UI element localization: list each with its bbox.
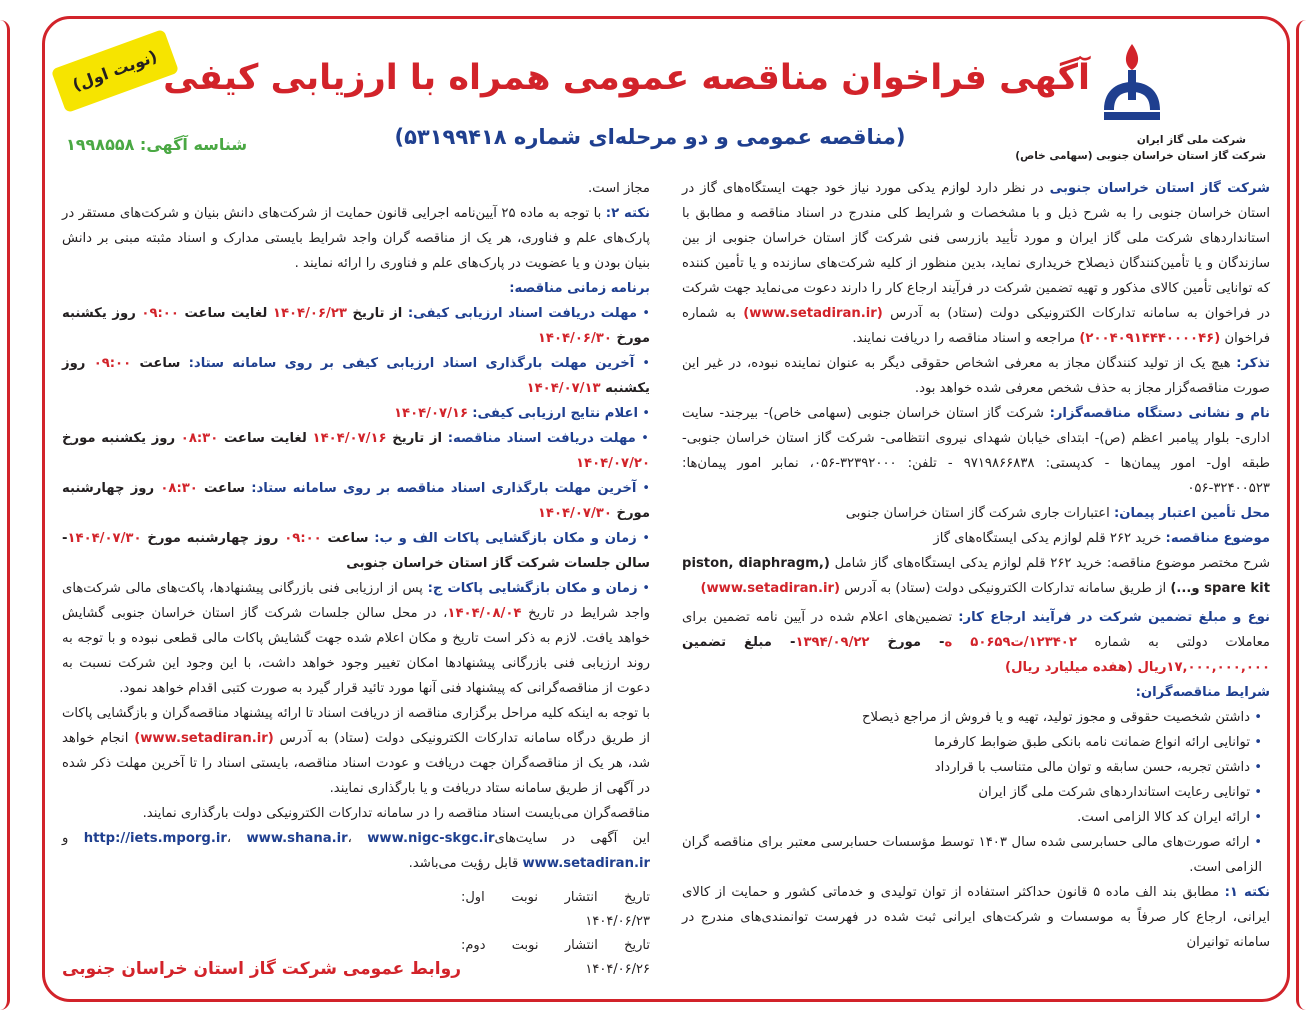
label: آخرین مهلت بارگذاری اسناد مناقصه بر روی سامانه ستاد:	[251, 481, 637, 496]
text: این آگهی در سایت‌های	[494, 831, 651, 846]
text: ،	[347, 831, 368, 846]
page-subtitle: (مناقصه عمومی و دو مرحله‌ای شماره ۵۳۱۹۹۴۱۸)	[394, 125, 906, 149]
label: نکته ۱:	[1224, 885, 1271, 900]
guarantee-amount: ۱۷,۰۰۰,۰۰۰,۰۰۰ریال (هفده میلیارد ریال)	[1005, 660, 1270, 675]
text: لغایت ساعت	[178, 306, 273, 321]
text: لغایت ساعت	[218, 431, 313, 446]
shana-link[interactable]: www.shana.ir	[246, 831, 348, 846]
text: شرکت گاز استان خراسان جنوبی (سهامی خاص)- بیرجند- سایت اداری- بلوار پیامبر اعظم (ص)- ابتدای خیابان شهدای نیروی انتظامی- شرکت گاز استان خراسان جنوبی- طبقه اول- امور پیمان‌ها - کدپستی: ۹۷۱۹۸۶۶۸۳۸ - تلفن: ۳۲۳۹۲۰۰۰-۰۵۶، نمابر امور پیمان‌ها: ۳۲۴۰۰۵۲۳-۰۵۶	[682, 406, 1270, 496]
subject-paragraph	[682, 526, 1270, 551]
left-column	[62, 176, 650, 982]
label: تذکر:	[1236, 356, 1270, 371]
continued-text: مجاز است.	[587, 181, 650, 196]
schedule-item	[62, 351, 650, 401]
text: روز یکشنبه مورخ	[62, 306, 650, 346]
setad-paragraph	[62, 701, 650, 801]
schedule-title: برنامه زمانی مناقصه:	[509, 281, 650, 296]
logo-caption-nigc: شرکت ملی گاز ایران	[1136, 134, 1246, 146]
page-edge-left	[0, 20, 10, 1010]
description-paragraph	[682, 551, 1270, 601]
text: شرح مختصر موضوع مناقصه: خرید ۲۶۲ قلم لوازم یدکی ایستگاه‌های گاز شامل	[829, 556, 1270, 571]
date: ۱۴۰۴/۰۶/۳۰	[537, 331, 612, 346]
text: اعتبارات جاری شرکت گاز استان خراسان جنوبی	[845, 506, 1114, 521]
nigc-logo-icon	[1100, 40, 1164, 126]
condition-item: • ارائه صورت‌های مالی حسابرسی شده سال ۱۴۰۳ توسط مؤسسات حسابرسی معتبر برای مناقصه گران الزامی است.	[682, 830, 1270, 880]
text: روز یکشنبه	[62, 356, 650, 396]
date: ۱۴۰۴/۰۸/۰۴	[447, 606, 522, 621]
label: زمان و مکان بازگشایی پاکات ج:	[427, 581, 638, 596]
round-badge: (نوبت اول)	[51, 29, 179, 113]
text: روز چهارشنبه مورخ	[62, 481, 650, 521]
text: مراجعه و اسناد مناقصه را دریافت نمایند.	[852, 331, 1080, 346]
text: در نظر دارد لوازم یدکی مورد نیاز خود جهت ایستگاه‌های گاز در استان خراسان جنوبی را به شرح ذیل و با مشخصات و شرایط کلی مندرج در اسناد مناقصه و مطابق با استانداردهای شرکت ملی گاز ایران و مورد تأیید بازرسی فنی شرکت گاز استان خراسان جنوبی از بین سازندگان و یا تأمین‌کنندگان ذیصلاح خریداری نماید، بدین منظور از کلیه شرکت‌های سازنده و یا تأمین کننده که توانایی تأمین کالای مذکور و تهیه تضمین شرکت در فرآیند ارجاع کار را دارند دعوت می‌نماید جهت شرکت در فراخوان به سامانه تدارکات الکترونیکی دولت (ستاد) به آدرس	[682, 181, 1270, 321]
setad-link[interactable]: www.setadiran.ir	[522, 856, 650, 871]
text: خرید ۲۶۲ قلم لوازم یدکی ایستگاه‌های گاز	[933, 531, 1166, 546]
time: ۰۸:۳۰	[160, 481, 198, 496]
schedule-item	[62, 526, 650, 576]
ad-id: شناسه آگهی: ۱۹۹۸۵۵۸	[66, 135, 248, 154]
text: هیچ یک از تولید کنندگان مجاز به معرفی اشخاص حقوقی دیگر به عنوان نماینده نبوده، در غیر این صورت مناقصه‌گزار مجاز به حذف شخص معرفی شده خواهد بود.	[682, 356, 1270, 396]
condition-item: • ارائه ایران کد کالا الزامی است.	[682, 805, 1270, 830]
label: مهلت دریافت اسناد مناقصه:	[447, 431, 636, 446]
text: ساعت	[197, 481, 252, 496]
date: ۱۴۰۴/۰۷/۳۰	[537, 506, 612, 521]
condition-item: • توانایی رعایت استانداردهای شرکت ملی گاز ایران	[682, 780, 1270, 805]
schedule-item	[62, 301, 650, 351]
label: نام و نشانی دستگاه مناقصه‌گزار:	[1049, 406, 1270, 421]
reminder-paragraph	[682, 351, 1270, 401]
time: ۰۹:۰۰	[284, 531, 322, 546]
schedule-item	[62, 426, 650, 476]
date: ۱۴۰۴/۰۶/۲۳	[272, 306, 347, 321]
websites-paragraph	[62, 826, 650, 876]
parts-list: (piston, diaphragm, spare kit و...)	[682, 556, 1270, 596]
intro-paragraph	[682, 176, 1270, 351]
label: اعلام نتایج ارزیابی کیفی:	[472, 406, 639, 421]
text: از طریق سامانه تدارکات الکترونیکی دولت (ستاد) به آدرس	[840, 581, 1171, 596]
time: ۰۸:۳۰	[180, 431, 219, 446]
schedule-item	[62, 401, 650, 426]
logo-caption-company: شرکت گاز استان خراسان جنوبی (سهامی خاص)	[1015, 150, 1266, 162]
label: محل تأمین اعتبار پیمان:	[1113, 506, 1270, 521]
note-2	[62, 201, 650, 276]
text: انجام خواهد شد، هر یک از مناقصه‌گران جهت دریافت و عودت اسناد مناقصه، بایستی اسناد را تا آخرین مهلت ذکر شده در آگهی از طریق سامانه ستاد دریافت و یا بارگذاری نمایند.	[62, 731, 650, 796]
ad-footer	[62, 886, 650, 982]
date: ۱۴۰۴/۰۷/۳۰	[67, 531, 142, 546]
time: ۰۹:۰۰	[93, 356, 132, 371]
text: روز یکشنبه مورخ	[62, 431, 181, 446]
label: موضوع مناقصه:	[1165, 531, 1270, 546]
text: از تاریخ	[386, 431, 448, 446]
publication-dates	[461, 886, 650, 982]
upload-paragraph: مناقصه‌گران می‌بایست اسناد مناقصه را در سامانه تدارکات الکترونیکی دولت بارگذاری نمایند.	[142, 806, 650, 821]
nigc-link[interactable]: www.nigc-skgc.ir	[367, 831, 495, 846]
text: به شماره فراخوان	[682, 306, 1270, 346]
conditions-title: شرایط مناقصه‌گران:	[1135, 685, 1270, 700]
condition-item: • داشتن شخصیت حقوقی و مجوز تولید، تهیه و یا فروش از مراجع ذیصلاح	[682, 705, 1270, 730]
label: مهلت دریافت اسناد ارزیابی کیفی:	[407, 306, 637, 321]
time: ۰۹:۰۰	[141, 306, 179, 321]
setad-link[interactable]: (www.setadiran.ir)	[743, 306, 883, 321]
iets-link[interactable]: http://iets.mporg.ir	[83, 831, 227, 846]
right-column	[682, 176, 1270, 955]
text: با توجه به ماده ۲۵ آیین‌نامه اجرایی قانون حمایت از شرکت‌های دانش بنیان و شرکت‌های مستقر در پارک‌های علم و فناوری، هر یک از مناقصه گران واجد شرایط بایستی مدارک و اسناد مثبته مبنی بر دانش بنیان بودن و یا عضویت در پارک‌های علم و فناوری را ارائه نمایند .	[62, 206, 650, 271]
text: قابل رؤیت می‌باشد.	[408, 856, 523, 871]
label: زمان و مکان بازگشایی پاکات الف و ب:	[374, 531, 637, 546]
date: ۱۴۰۴/۰۷/۱۶	[312, 431, 387, 446]
text: - مورخ	[869, 635, 945, 650]
schedule-item	[62, 576, 650, 701]
note-1	[682, 880, 1270, 955]
condition-item: • توانایی ارائه انواع ضمانت نامه بانکی طبق ضوابط کارفرما	[682, 730, 1270, 755]
label: نکته ۲:	[605, 206, 650, 221]
regulation-number: ۱۲۳۴۰۲/ت۵۰۶۵۹ ه	[944, 635, 1077, 650]
publish-date-first: تاریخ انتشار نوبت اول: ۱۴۰۴/۰۶/۲۳	[460, 890, 650, 929]
date: ۱۴۰۴/۰۷/۱۳	[526, 381, 601, 396]
text: پس از ارزیابی فنی بازرگانی پیشنهادها، پاکت‌های مالی شرکت‌های واجد شرایط در تاریخ	[62, 581, 650, 621]
address-paragraph	[682, 401, 1270, 501]
text: ، در محل سالن جلسات شرکت گاز استان خراسان جنوبی گشایش خواهد یافت. لازم به ذکر است تاریخ و مکان اعلام شده جهت گشایش پاکات مالی قطعی نبوده و با توجه به روند ارزیابی فنی بازرگانی پیشنهادها امکان تغییر وجود خواهد داشت، با این وجود این شرکت نسبت به دعوت از مناقصه‌گرانی که پیشنهاد فنی آنها مورد تائید قرار گیرد به صورت کتبی اقدام خواهد نمود.	[62, 606, 650, 696]
publish-date-second: تاریخ انتشار نوبت دوم: ۱۴۰۴/۰۶/۲۶	[460, 938, 650, 977]
text: - سالن جلسات شرکت گاز استان خراسان جنوبی	[62, 531, 650, 571]
text: ساعت	[131, 356, 189, 371]
label: آخرین مهلت بارگذاری اسناد ارزیابی کیفی بر روی سامانه ستاد:	[188, 356, 635, 371]
signature: روابط عمومی شرکت گاز استان خراسان جنوبی	[62, 959, 461, 979]
call-number: (۲۰۰۴۰۹۱۴۴۴۰۰۰۰۴۶)	[1079, 331, 1221, 346]
text: و	[62, 831, 84, 846]
setad-link[interactable]: (www.setadiran.ir)	[134, 731, 274, 746]
date: ۱۴۰۴/۰۷/۲۰	[575, 456, 650, 471]
text: از تاریخ	[346, 306, 408, 321]
text: ،	[226, 831, 247, 846]
text: با توجه به اینکه کلیه مراحل برگزاری مناقصه از دریافت اسناد تا ارائه پیشنهاد مناقصه‌گران و بازگشایی پاکات از طریق درگاه سامانه تدارکات الکترونیکی دولت (ستاد) به آدرس	[62, 706, 650, 746]
company-name: شرکت گاز استان خراسان جنوبی	[1049, 181, 1270, 196]
guarantee-paragraph	[682, 605, 1270, 680]
date: ۱۴۰۴/۰۷/۱۶	[393, 406, 469, 421]
schedule-item	[62, 476, 650, 526]
text: مطابق بند الف ماده ۵ قانون حداکثر استفاده از توان تولیدی و خدماتی کشور و حمایت از کالای ایرانی، ارجاع کار صرفاً به موسسات و شرکت‌های ایرانی ثبت شده در فهرست توانمندی‌های مندرج در سامانه توانیران	[682, 885, 1270, 950]
text: روز چهارشنبه مورخ	[141, 531, 285, 546]
page-edge-right	[1296, 20, 1306, 1010]
text: تضمین‌های اعلام شده در آیین نامه تضمین برای معاملات دولتی به شماره	[682, 610, 1271, 650]
funding-paragraph	[682, 501, 1270, 526]
setad-link[interactable]: (www.setadiran.ir)	[700, 581, 841, 596]
label: نوع و مبلغ تضمین شرکت در فرآیند ارجاع کار:	[958, 610, 1271, 625]
regulation-date: ۱۳۹۴/۰۹/۲۲	[795, 635, 870, 650]
condition-item: • داشتن تجربه، حسن سابقه و توان مالی متناسب با قرارداد	[682, 755, 1270, 780]
text: - مبلغ تضمین	[682, 635, 796, 650]
text: ساعت	[321, 531, 375, 546]
page-title: آگهی فراخوان مناقصه عمومی همراه با ارزیابی کیفی	[163, 58, 1090, 98]
